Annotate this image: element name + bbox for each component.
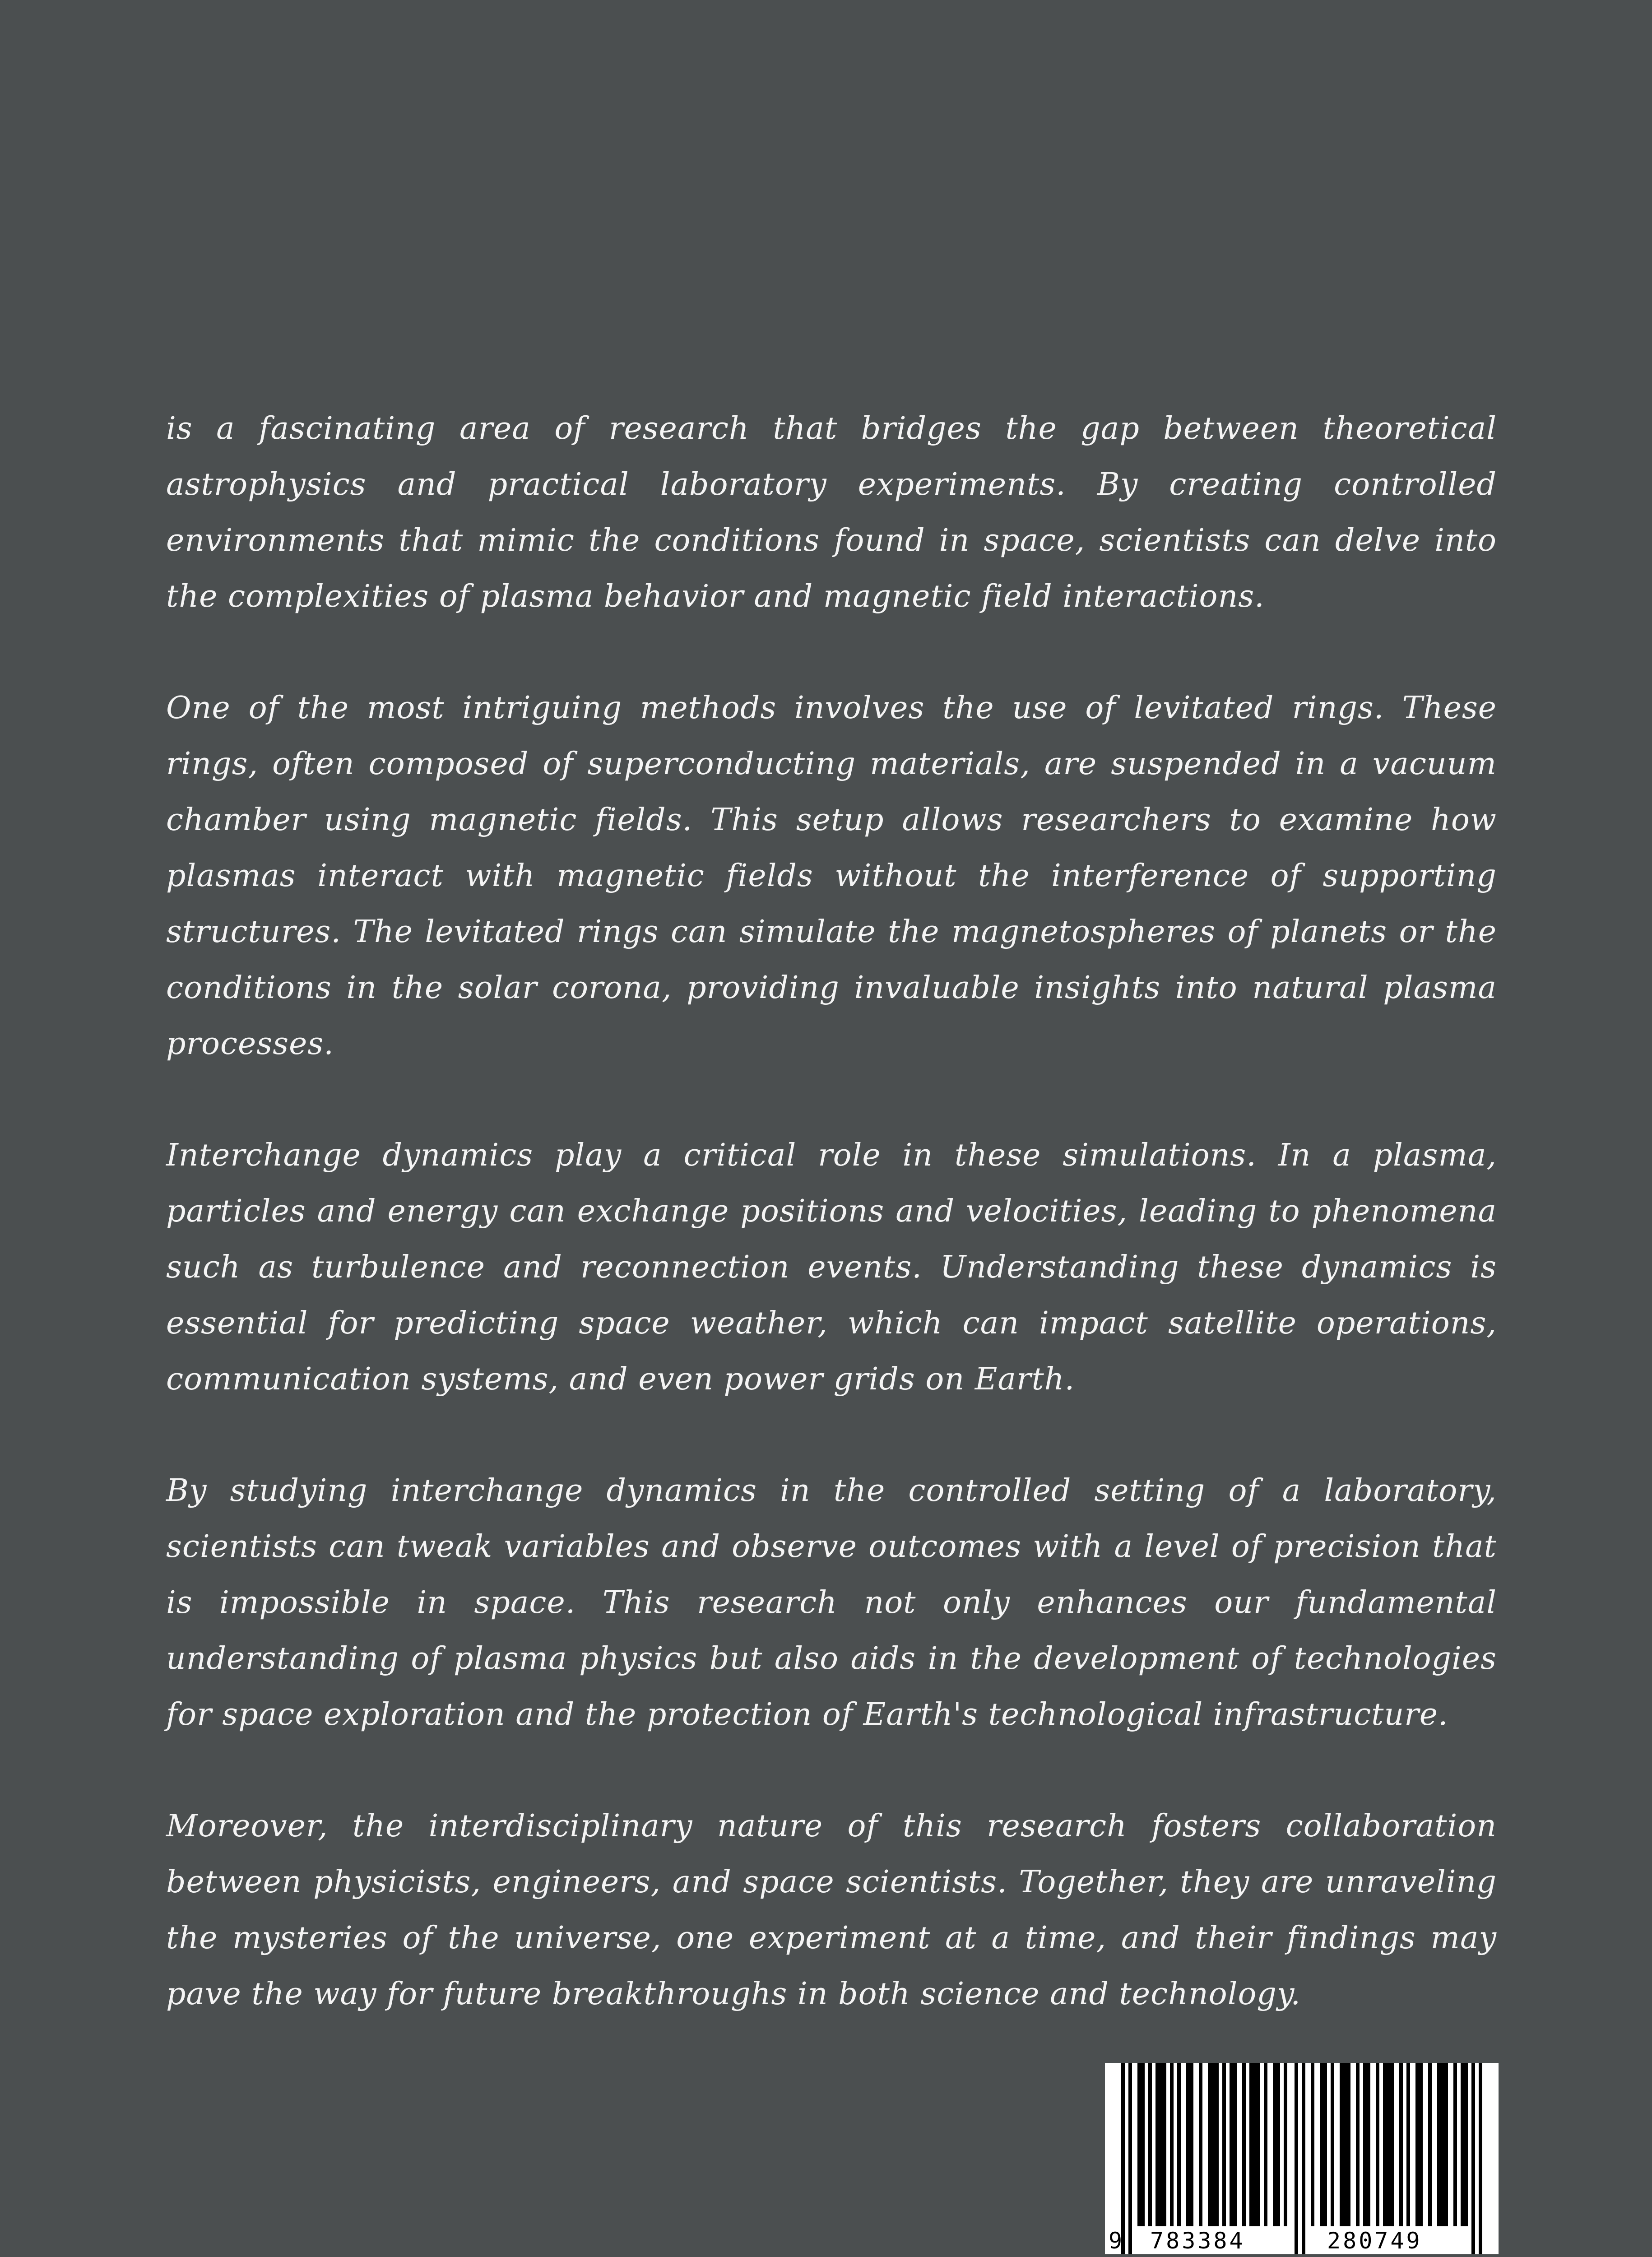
barcode-right-digits: 280749 [1327,2228,1422,2254]
paragraph-2: One of the most intriguing methods involves the use of levitated rings. These rings, often composed of superconducting materials, are suspended in a vacuum chamber using magnetic fields. This setup allows researchers to examine how plasmas interact with magnetic fields without the interference of supporting structures. The levitated rings can simulate the magnetospheres of planets or the conditions in the solar corona, providing invaluable insights into natural plasma processes. [166,690,1497,1062]
back-cover-text [166,401,1497,2078]
paragraph-4: By studying interchange dynamics in the controlled setting of a laboratory, scientists can tweak variables and observe outcomes with a level of precision that is impossible in space. This research not only enhances our fundamental understanding of plasma physics but also aids in the development of technologies for space exploration and the protection of Earth's technological infrastructure. [166,1473,1497,1732]
paragraph-5: Moreover, the interdisciplinary nature of this research fosters collaboration between physicists, engineers, and space scientists. Together, they are unraveling the mysteries of the universe, one experiment at a time, and their findings may pave the way for future breakthroughs in both science and technology. [166,1808,1497,2012]
barcode-lead-digit: 9 [1109,2228,1125,2254]
barcode-bars [1105,2063,1499,2254]
isbn-barcode [1105,2063,1499,2254]
paragraph-3: Interchange dynamics play a critical role in these simulations. In a plasma, particles and energy can exchange positions and velocities, leading to phenomena such as turbulence and reconnection events. Understanding these dynamics is essential for predicting space weather, which can impact satellite operations, communication systems, and even power grids on Earth. [166,1138,1497,1397]
barcode-left-digits: 783384 [1150,2228,1245,2254]
paragraph-1: is a fascinating area of research that bridges the gap between theoretical astrophysics and practical laboratory experiments. By creating controlled environments that mimic the conditions found in space, scientists can delve into the complexities of plasma behavior and magnetic field interactions. [166,411,1497,614]
